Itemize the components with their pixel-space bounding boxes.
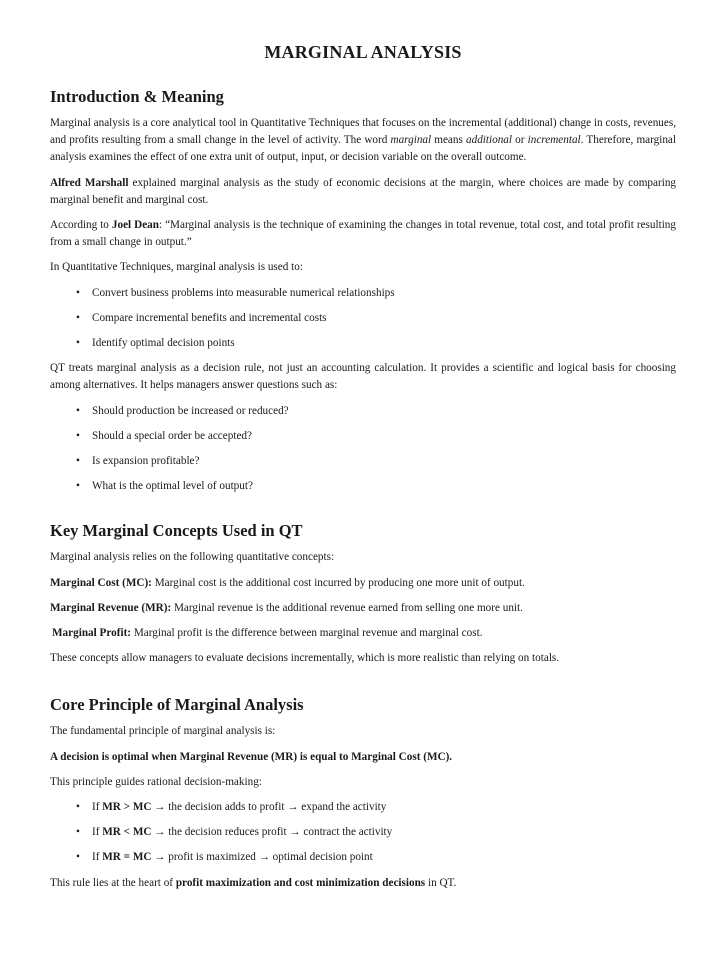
text-run: If — [92, 851, 103, 864]
bullet-icon: • — [76, 311, 80, 324]
text-run: Marginal profit is the difference between marginal revenue and marginal cost. — [131, 627, 483, 640]
list-item — [76, 428, 676, 445]
text-run: Marginal cost is the additional cost incurred by producing one more unit of output. — [151, 576, 525, 589]
section-heading-core-principle: Core Principle of Marginal Analysis — [50, 695, 304, 715]
text-run: If — [92, 801, 103, 814]
list-item-text: Identify optimal decision points — [92, 337, 235, 350]
bullet-icon: • — [76, 337, 80, 350]
list-item — [76, 453, 676, 470]
italic-term: incremental — [527, 134, 581, 147]
term-label: Marginal Revenue (MR): — [50, 601, 172, 614]
text-run: or — [512, 134, 528, 147]
uses-intro-paragraph: In Quantitative Techniques, marginal analysis is used to: — [50, 261, 303, 274]
marginal-cost-definition — [50, 575, 676, 592]
list-item-text: Should production be increased or reduced? — [92, 404, 289, 417]
author-name: Alfred Marshall — [50, 176, 129, 189]
term-label: Marginal Cost (MC): — [50, 576, 152, 589]
principle-text: A decision is optimal when Marginal Revenue (MR) is equal to Marginal Cost (MC). — [50, 750, 453, 763]
bullet-icon: • — [76, 801, 80, 814]
text-run: If — [92, 826, 103, 839]
bullet-icon: • — [76, 286, 80, 299]
italic-term: additional — [466, 134, 512, 147]
marginal-revenue-definition — [50, 600, 676, 617]
condition-text: MR > MC — [102, 801, 152, 814]
bullet-icon: • — [76, 480, 80, 493]
bullet-icon: • — [76, 826, 80, 839]
text-run: This rule lies at the heart of — [50, 876, 176, 889]
list-item-text: Should a special order be accepted? — [92, 429, 252, 442]
author-name: Joel Dean — [111, 219, 159, 232]
list-item — [76, 824, 676, 841]
section-heading-key-concepts: Key Marginal Concepts Used in QT — [50, 521, 303, 541]
uses-list — [50, 285, 676, 353]
marginal-profit-definition — [50, 625, 676, 642]
list-item — [76, 310, 676, 327]
principle-statement — [50, 749, 676, 766]
document-title: MARGINAL ANALYSIS — [264, 42, 462, 62]
list-item-text: What is the optimal level of output? — [92, 480, 253, 493]
bullet-icon: • — [76, 851, 80, 864]
dean-paragraph — [50, 217, 676, 251]
text-run: Marginal revenue is the additional revenue earned from selling one more unit. — [171, 601, 523, 614]
text-run: → profit is maximized → optimal decision point — [151, 851, 373, 864]
term-label: Marginal Profit: — [52, 627, 132, 640]
principle-guides-paragraph: This principle guides rational decision-making: — [50, 775, 262, 788]
marshall-paragraph — [50, 175, 676, 209]
bullet-icon: • — [76, 455, 80, 468]
text-run: explained marginal analysis as the study of economic decisions at the margin, where choices are made by comparing marginal benefit and marginal cost. — [50, 176, 677, 206]
text-run: : “Marginal analysis is the technique of examining the changes in total revenue, total cost, and total profit resulting from a small change in output.” — [50, 219, 676, 249]
list-item — [76, 849, 676, 866]
questions-list — [50, 403, 676, 496]
text-run: → the decision reduces profit → contract the activity — [151, 826, 393, 839]
concepts-closing-paragraph: These concepts allow managers to evaluate decisions incrementally, which is more realistic than relying on totals. — [50, 652, 560, 665]
intro-paragraph — [50, 115, 676, 167]
list-item — [76, 335, 676, 352]
text-run: → the decision adds to profit → expand the activity — [151, 801, 387, 814]
emphasis-text: profit maximization and cost minimization decisions — [175, 876, 426, 889]
rules-list — [50, 799, 676, 867]
text-run: . Therefore, marginal analysis examines the effect of one extra unit of output, input, or decision variable on the overall outcome. — [50, 134, 677, 164]
italic-term: marginal — [390, 134, 432, 147]
bullet-icon: • — [76, 429, 80, 442]
list-item — [76, 799, 676, 816]
list-item — [76, 478, 676, 495]
list-item-text: Convert business problems into measurable numerical relationships — [92, 286, 395, 299]
condition-text: MR < MC — [102, 826, 152, 839]
principle-intro-paragraph: The fundamental principle of marginal analysis is: — [50, 725, 276, 738]
principle-closing-paragraph — [50, 875, 676, 892]
bullet-icon: • — [76, 404, 80, 417]
list-item-text: Is expansion profitable? — [92, 455, 200, 468]
text-run: Marginal analysis is a core analytical tool in Quantitative Techniques that focuses on the incremental (additional) change in costs, revenues, and profits resulting from a small change in the level of activity. The word — [50, 117, 676, 147]
list-item — [76, 285, 676, 302]
section-heading-introduction: Introduction & Meaning — [50, 87, 224, 106]
list-item-text: Compare incremental benefits and incremental costs — [92, 311, 327, 324]
decision-rule-paragraph: QT treats marginal analysis as a decision rule, not just an accounting calculation. It provides a scientific and logical basis for choosing among alternatives. It helps managers answer questions such as: — [50, 362, 676, 392]
text-run: means — [431, 134, 466, 147]
concepts-intro-paragraph: Marginal analysis relies on the following quantitative concepts: — [50, 551, 335, 564]
text-run: in QT. — [425, 876, 457, 889]
list-item — [76, 403, 676, 420]
text-run: According to — [50, 219, 112, 232]
condition-text: MR = MC — [102, 851, 152, 864]
